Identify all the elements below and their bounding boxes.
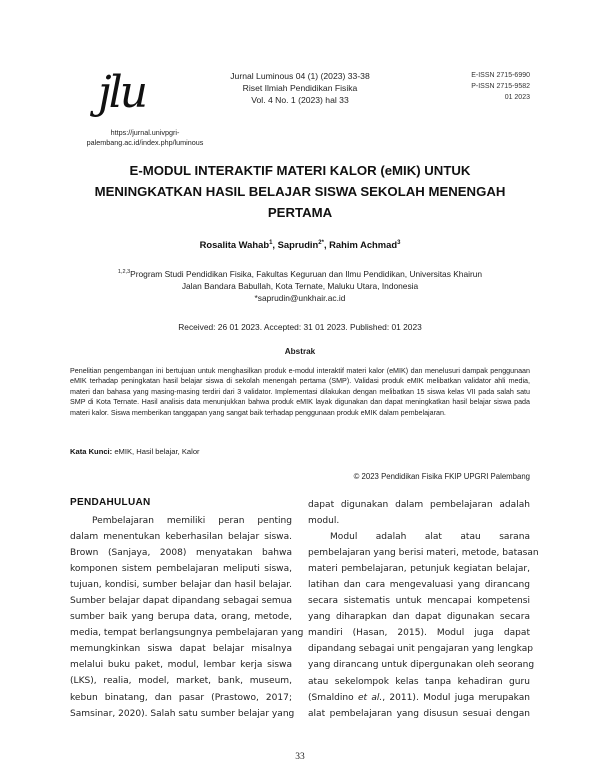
e-issn: E-ISSN 2715-6990 <box>471 72 530 79</box>
keywords-value: eMIK, Hasil belajar, Kalor <box>112 447 200 456</box>
title-line-1: E-MODUL INTERAKTIF MATERI KALOR (eMIK) UNTUK <box>129 163 471 178</box>
paragraph-line: materi pembelajaran, petunjuk kegiatan belajar, <box>308 564 530 575</box>
citation-etal: et al. <box>357 692 383 703</box>
paragraph-line: atau sekelompok kelas tanpa kehadiran guru <box>308 676 530 687</box>
corresponding-email[interactable]: *saprudin@unkhair.ac.id <box>254 292 346 303</box>
paragraph-line: modul. <box>308 516 340 527</box>
keywords <box>70 447 530 456</box>
body-column-left <box>70 497 304 722</box>
citation-author: (Smaldino <box>308 692 358 703</box>
paragraph-line: dapat digunakan dalam pembelajaran adalah <box>308 500 530 510</box>
abstract-text: Penelitian pengembangan ini bertujuan untuk menghasilkan produk e-modul interaktif materi kalor (eMIK) dan menelusuri dampak penggunaan eMIK terhadap peningkatan hasil belajar siswa di sekolah menengah pertama (SMP). Validasi produk eMIK melibatkan validator ahli media, materi dan bahasa yang masing-masing terdiri dari 3 validator. Implementasi dilakukan dengan melibatkan 15 siswa kelas VII pada salah satu SMP di Kota Ternate. Hasil analisis data menunjukkan bahwa produk eMIK layak digunakan dan dapat meningkatkan hasil belajar siswa pada materi kalor. Siswa memberikan tanggapan yang sangat baik terhadap penggunaan produk eMIK dalam pembelajaran. <box>70 367 530 417</box>
publication-dates: Received: 26 01 2023. Accepted: 31 01 2023. Published: 01 2023 <box>178 322 422 332</box>
affiliation-address: Jalan Bandara Babullah, Kota Ternate, Maluku Utara, Indonesia <box>181 280 419 291</box>
citation-rest: , 2011). Modul juga merupakan <box>382 692 530 703</box>
author-3: Rahim Achmad <box>329 239 398 250</box>
author-separator: , <box>272 239 278 250</box>
paragraph-line: media, tempat berlangsungnya pembelajaran yang <box>70 628 304 639</box>
issn-block <box>430 70 530 103</box>
keywords-label: Kata Kunci: <box>70 447 113 456</box>
paragraph-line: yang diharapkan dan dapat digunakan secara <box>308 612 530 623</box>
paragraph-line: Modul adalah alat atau sarana <box>330 532 530 543</box>
paragraph-line: pembelajaran yang berisi materi, metode, batasan <box>308 548 539 559</box>
abstract-heading: Abstrak <box>284 347 316 356</box>
author-3-sup: 3 <box>397 239 401 246</box>
body-column-right <box>308 497 539 722</box>
journal-url[interactable] <box>80 128 210 148</box>
affiliation-line-1 <box>70 266 530 280</box>
author-2: Saprudin <box>277 239 319 250</box>
author-2-sup: 2* <box>318 239 324 246</box>
paragraph-line: dalam menentukan keberhasilan belajar siswa. <box>70 532 292 543</box>
paragraph-line: yang dirancang untuk dipergunakan oleh seorang <box>308 660 535 671</box>
paragraph-line: Samsinar, 2020). Salah satu sumber belajar yang <box>70 708 295 719</box>
author-1: Rosalita Wahab <box>199 239 270 250</box>
paragraph-line: dipandang sebagai unit pengajaran yang lengkap <box>308 644 533 655</box>
paragraph-line: Sumber belajar dapat dipandang sebagai semua <box>70 596 292 607</box>
paragraph-line: latihan dan cara mengevaluasi yang dirancang <box>308 580 530 591</box>
paragraph-line: melalui buku paket, modul, lembar kerja siswa <box>70 660 292 671</box>
journal-subtitle: Riset Ilmiah Pendidikan Fisika <box>242 83 358 93</box>
journal-url-line-1[interactable]: https://jurnal.univpgri- <box>110 128 180 137</box>
author-1-sup: 1 <box>269 239 273 246</box>
paragraph-line <box>308 690 530 706</box>
affiliation <box>70 266 530 304</box>
title-line-2: MENINGKATKAN HASIL BELAJAR SISWA SEKOLAH MENENGAH <box>94 184 506 199</box>
paragraph-line: tujuan, kondisi, sumber belajar dan hasil belajar. <box>70 580 292 591</box>
copyright-notice: © 2023 Pendidikan Fisika FKIP UPGRI Palembang <box>353 472 530 481</box>
paragraph-line: komponen sistem pembelajaran meliputi siswa, <box>70 564 292 575</box>
paragraph-line: alat pembelajaran yang disusun sesuai dengan <box>308 708 530 719</box>
author-list <box>70 239 530 250</box>
journal-volume: Vol. 4 No. 1 (2023) hal 33 <box>251 95 349 105</box>
title-line-3: PERTAMA <box>267 205 333 220</box>
journal-info <box>220 70 380 106</box>
page-number: 33 <box>295 752 305 762</box>
paragraph-line: Brown (Sanjaya, 2008) menyatakan bahwa <box>70 548 292 559</box>
paragraph-line: Pembelajaran memiliki peran penting <box>92 516 292 526</box>
affiliation-program: Program Studi Pendidikan Fisika, Fakultas Keguruan dan Ilmu Pendidikan, Universitas Khairun <box>130 268 483 279</box>
paragraph-line: sumber baik yang berupa data, orang, metode, <box>70 612 292 623</box>
issue-date: 01 2023 <box>504 94 530 101</box>
paragraph-line: mandiri (Hasan, 2015). Modul juga dapat <box>308 628 530 639</box>
paragraph-line: kebun binatang, dan pasar (Prastowo, 2017; <box>70 692 292 703</box>
journal-name: Jurnal Luminous 04 (1) (2023) 33-38 <box>230 71 370 81</box>
paper-title <box>70 160 530 223</box>
section-heading: PENDAHULUAN <box>70 497 151 508</box>
p-issn: P-ISSN 2715-9582 <box>471 83 530 90</box>
affiliation-sup: 1,2,3 <box>117 269 131 275</box>
journal-logo: jlu <box>98 67 146 118</box>
paragraph-line: memungkinkan siswa dapat belajar misalnya <box>70 644 292 655</box>
paragraph-line: (LKS), realia, model, market, bank, museum, <box>70 676 292 687</box>
author-separator: , <box>323 239 330 250</box>
journal-url-line-2[interactable]: palembang.ac.id/index.php/luminous <box>86 138 204 147</box>
paragraph-line: secara sistematis untuk mencapai kompetensi <box>308 596 530 607</box>
